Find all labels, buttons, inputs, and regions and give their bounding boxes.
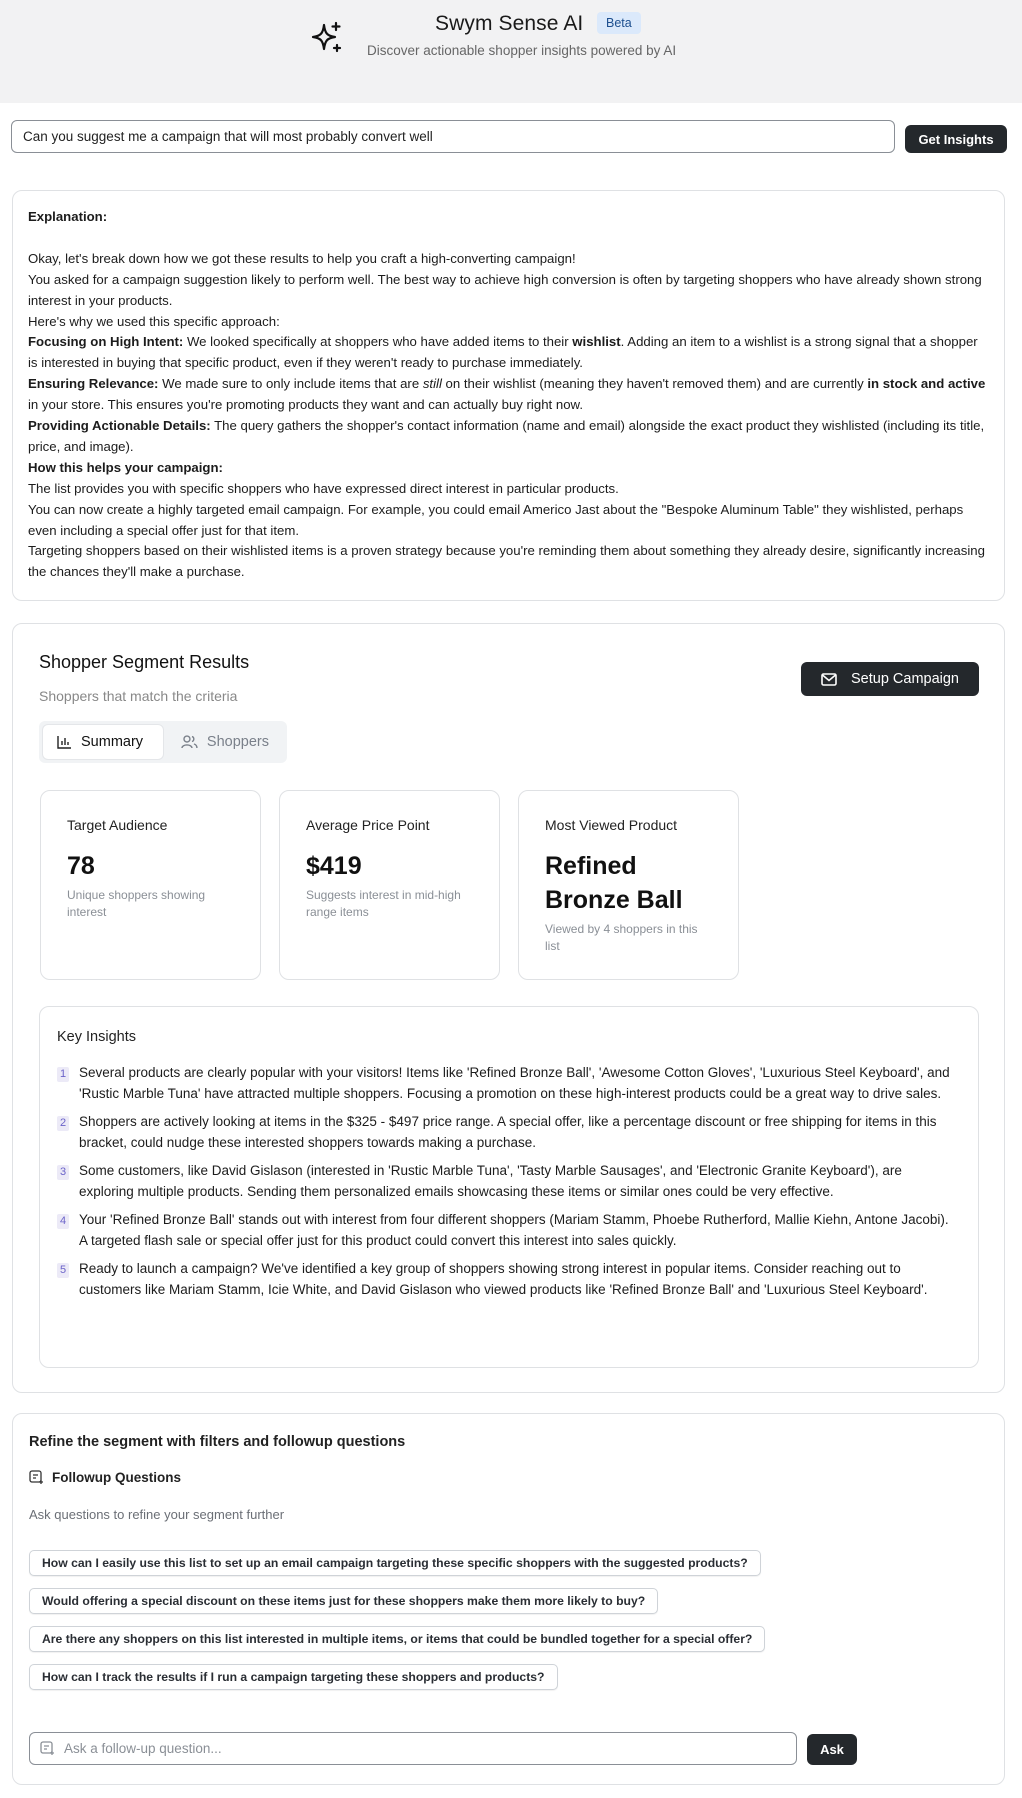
followup-question-chip[interactable]: Are there any shoppers on this list interested in multiple items, or items that could be bundled together for a special offer? [29, 1626, 765, 1652]
query-input[interactable] [11, 120, 895, 153]
explanation-point-relevance: Ensuring Relevance: We made sure to only include items that are still on their wishlist (meaning they haven't removed them) and are currently in stock and active in your store. This ensures you're promoting products they want and can actually buy right now. [28, 376, 986, 413]
segment-subtitle: Shoppers that match the criteria [39, 688, 238, 704]
app-header [0, 0, 1022, 103]
list-item: 2 Shoppers are actively looking at items in the $325 - $497 price range. A special offer, like a percentage discount or free shipping for items in this bracket, could nudge these interested shoppers towards making a purchase. [57, 1111, 957, 1153]
stat-value: $419 [306, 852, 362, 880]
key-insights-card [39, 1006, 979, 1368]
app-title: Swym Sense AI [435, 12, 584, 35]
get-insights-button[interactable]: Get Insights [905, 125, 1007, 153]
app-subtitle: Discover actionable shopper insights powered by AI [367, 43, 677, 58]
setup-campaign-button[interactable] [801, 662, 979, 696]
explanation-point-details: Providing Actionable Details: The query gathers the shopper's contact information (name and email) alongside the exact product they wishlisted (including its title, price, and image). [28, 418, 985, 454]
list-item: 4 Your 'Refined Bronze Ball' stands out with interest from four different shoppers (Mariam Stamm, Phoebe Rutherford, Mallie Kiehn, Antone Jacobi). A targeted flash sale or special offer just for this product could convert this interest into sales quickly. [57, 1209, 957, 1251]
message-plus-icon [29, 1470, 44, 1485]
stat-label: Most Viewed Product [545, 817, 678, 833]
followup-question-chip[interactable]: Would offering a special discount on these items just for these shoppers make them more likely to buy? [29, 1588, 658, 1614]
beta-badge: Beta [597, 12, 641, 34]
setup-campaign-label: Setup Campaign [850, 671, 959, 687]
list-number: 4 [57, 1214, 69, 1229]
bar-chart-icon [57, 736, 72, 749]
followup-heading: Followup Questions [29, 1470, 181, 1485]
refine-title: Refine the segment with filters and followup questions [29, 1434, 406, 1450]
list-number: 3 [57, 1165, 69, 1180]
sparkles-icon [309, 20, 345, 56]
message-plus-icon [40, 1741, 55, 1756]
stat-card-target-audience [40, 790, 261, 980]
segment-results-card [12, 623, 1005, 1393]
tab-shoppers[interactable]: Shoppers [167, 725, 283, 759]
segment-title: Shopper Segment Results [39, 652, 250, 672]
stat-card-average-price [279, 790, 500, 980]
stat-card-most-viewed [518, 790, 739, 980]
list-number: 1 [57, 1067, 69, 1082]
stat-note: Suggests interest in mid-high range items [306, 888, 461, 919]
explanation-heading: Explanation: [28, 209, 108, 224]
followup-input-wrapper [29, 1732, 797, 1765]
list-item: 1 Several products are clearly popular with your visitors! Items like 'Refined Bronze Ball', 'Awesome Cotton Gloves', 'Luxurious Steel Keyboard', and 'Rustic Marble Tuna' have attracted multiple shoppers. Focusing a promotion on these high-interest products could be a great way to drive sales. [57, 1062, 957, 1104]
mail-icon [821, 673, 837, 686]
users-icon [181, 735, 198, 749]
explanation-point-high-intent: Focusing on High Intent: We looked specifically at shoppers who have added items to their wishlist. Adding an item to a wishlist is a strong signal that a shopper is interested in buying that specific product, even if they weren't ready to purchase immediately. [28, 334, 978, 371]
explanation-subheading: How this helps your campaign: [28, 459, 223, 475]
refine-card [12, 1413, 1005, 1785]
explanation-line: The list provides you with specific shoppers who have expressed direct interest in particular products. [28, 480, 619, 496]
segment-tabs [39, 721, 287, 763]
followup-input[interactable] [64, 1733, 790, 1764]
ask-button[interactable]: Ask [807, 1734, 857, 1765]
list-number: 5 [57, 1263, 69, 1278]
explanation-intro: Okay, let's break down how we got these results to help you craft a high-converting campaign! [28, 250, 576, 266]
explanation-line: Targeting shoppers based on their wishlisted items is a proven strategy because you're reminding them about something they already desire, significantly increasing the chances they'll make a purchase. [28, 543, 985, 580]
key-insights-title: Key Insights [57, 1029, 136, 1045]
list-item: 5 Ready to launch a campaign? We've identified a key group of shoppers showing strong interest in popular items. Consider reaching out to customers like Mariam Stamm, Icie White, and David Gislason who viewed products like 'Refined Bronze Ball' and 'Luxurious Steel Keyboard'. [57, 1258, 957, 1300]
followup-question-chip[interactable]: How can I easily use this list to set up an email campaign targeting these specific shoppers with the suggested products? [29, 1550, 761, 1576]
stat-note: Viewed by 4 shoppers in this list [545, 922, 698, 953]
explanation-line: Here's why we used this specific approach: [28, 313, 280, 329]
stat-label: Average Price Point [306, 817, 430, 833]
stat-value: 78 [67, 852, 95, 880]
explanation-line: You asked for a campaign suggestion likely to perform well. The best way to achieve high conversion is often by targeting shoppers who have already shown strong interest in your products. [28, 271, 982, 308]
followup-subtitle: Ask questions to refine your segment further [29, 1507, 285, 1522]
list-item: 3 Some customers, like David Gislason (interested in 'Rustic Marble Tuna', 'Tasty Marble Sausages', and 'Electronic Granite Keyboard'), are exploring multiple products. Sending them personalized emails showcasing these items or similar ones could be very effective. [57, 1160, 957, 1202]
explanation-line: You can now create a highly targeted email campaign. For example, you could email Americo Jast about the "Bespoke Aluminum Table" they wishlisted, perhaps even including a special offer just for that item. [28, 501, 964, 538]
stat-note: Unique shoppers showing interest [67, 888, 206, 919]
followup-question-chip[interactable]: How can I track the results if I run a campaign targeting these shoppers and products? [29, 1664, 558, 1690]
tab-summary[interactable]: Summary [43, 725, 163, 759]
explanation-card [12, 190, 1005, 601]
stat-label: Target Audience [67, 817, 168, 833]
stat-value: Refined Bronze Ball [545, 852, 683, 914]
list-number: 2 [57, 1116, 69, 1131]
key-insights-list [57, 1062, 957, 1307]
